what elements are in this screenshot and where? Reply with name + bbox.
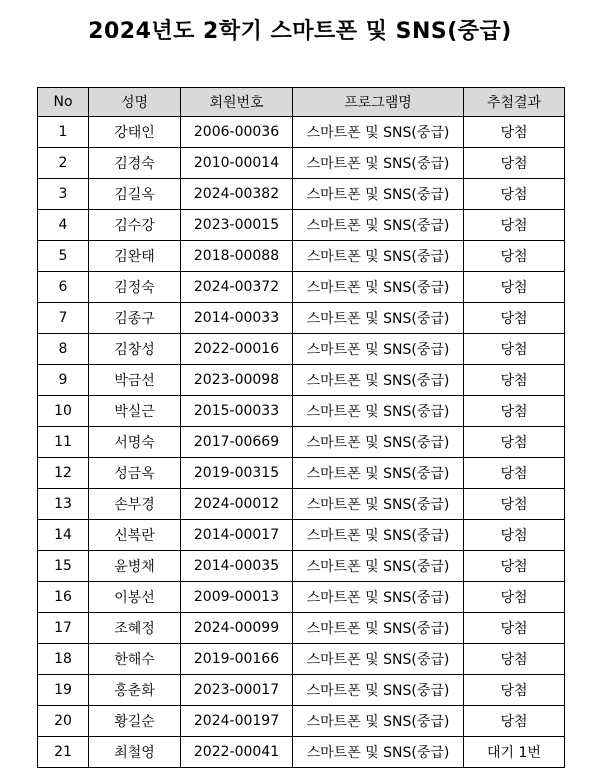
table-row	[38, 582, 565, 613]
cell-member-number: 2009-00013	[181, 582, 293, 613]
cell-member-number: 2014-00033	[181, 303, 293, 334]
cell-member-number: 2024-00099	[181, 613, 293, 644]
cell-member-number: 2018-00088	[181, 241, 293, 272]
cell-name: 윤병채	[89, 551, 181, 582]
cell-program-name: 스마트폰 및 SNS(중급)	[293, 303, 464, 334]
cell-no: 21	[38, 737, 89, 768]
cell-name: 강태인	[89, 117, 181, 148]
cell-name: 김경숙	[89, 148, 181, 179]
cell-name: 김창성	[89, 334, 181, 365]
table-header-row	[38, 88, 565, 117]
cell-name: 신복란	[89, 520, 181, 551]
table-row	[38, 737, 565, 768]
cell-program-name: 스마트폰 및 SNS(중급)	[293, 706, 464, 737]
cell-draw-result: 당첨	[464, 241, 565, 272]
table-row	[38, 458, 565, 489]
cell-member-number: 2022-00016	[181, 334, 293, 365]
table-row	[38, 303, 565, 334]
cell-draw-result: 당첨	[464, 551, 565, 582]
column-header-draw-result: 추첨결과	[464, 88, 565, 117]
column-header-no: No	[38, 88, 89, 117]
cell-draw-result: 당첨	[464, 365, 565, 396]
cell-draw-result: 당첨	[464, 489, 565, 520]
cell-name: 홍춘화	[89, 675, 181, 706]
cell-no: 2	[38, 148, 89, 179]
cell-name: 성금옥	[89, 458, 181, 489]
table-row	[38, 334, 565, 365]
cell-draw-result: 당첨	[464, 613, 565, 644]
table-body	[38, 117, 565, 768]
cell-name: 김정숙	[89, 272, 181, 303]
cell-name: 김종구	[89, 303, 181, 334]
cell-program-name: 스마트폰 및 SNS(중급)	[293, 396, 464, 427]
cell-program-name: 스마트폰 및 SNS(중급)	[293, 334, 464, 365]
cell-program-name: 스마트폰 및 SNS(중급)	[293, 148, 464, 179]
cell-no: 19	[38, 675, 89, 706]
cell-program-name: 스마트폰 및 SNS(중급)	[293, 551, 464, 582]
cell-program-name: 스마트폰 및 SNS(중급)	[293, 427, 464, 458]
cell-draw-result: 당첨	[464, 303, 565, 334]
table-row	[38, 675, 565, 706]
cell-member-number: 2010-00014	[181, 148, 293, 179]
cell-draw-result: 대기 1번	[464, 737, 565, 768]
cell-no: 3	[38, 179, 89, 210]
cell-no: 20	[38, 706, 89, 737]
cell-draw-result: 당첨	[464, 644, 565, 675]
cell-member-number: 2022-00041	[181, 737, 293, 768]
cell-no: 13	[38, 489, 89, 520]
cell-no: 18	[38, 644, 89, 675]
cell-member-number: 2014-00017	[181, 520, 293, 551]
cell-member-number: 2024-00197	[181, 706, 293, 737]
cell-no: 1	[38, 117, 89, 148]
cell-member-number: 2006-00036	[181, 117, 293, 148]
cell-name: 한해수	[89, 644, 181, 675]
cell-member-number: 2015-00033	[181, 396, 293, 427]
cell-no: 11	[38, 427, 89, 458]
cell-no: 4	[38, 210, 89, 241]
cell-name: 이봉선	[89, 582, 181, 613]
cell-no: 15	[38, 551, 89, 582]
cell-member-number: 2023-00098	[181, 365, 293, 396]
cell-program-name: 스마트폰 및 SNS(중급)	[293, 582, 464, 613]
cell-program-name: 스마트폰 및 SNS(중급)	[293, 241, 464, 272]
table-row	[38, 241, 565, 272]
cell-member-number: 2023-00015	[181, 210, 293, 241]
cell-draw-result: 당첨	[464, 334, 565, 365]
table-row	[38, 427, 565, 458]
cell-no: 9	[38, 365, 89, 396]
table-row	[38, 117, 565, 148]
table-row	[38, 396, 565, 427]
table-row	[38, 179, 565, 210]
cell-name: 조혜정	[89, 613, 181, 644]
cell-no: 17	[38, 613, 89, 644]
cell-name: 김완태	[89, 241, 181, 272]
table-row	[38, 489, 565, 520]
cell-member-number: 2014-00035	[181, 551, 293, 582]
cell-member-number: 2019-00315	[181, 458, 293, 489]
cell-program-name: 스마트폰 및 SNS(중급)	[293, 675, 464, 706]
table-row	[38, 365, 565, 396]
cell-name: 박실근	[89, 396, 181, 427]
column-header-name: 성명	[89, 88, 181, 117]
cell-program-name: 스마트폰 및 SNS(중급)	[293, 210, 464, 241]
page-title: 2024년도 2학기 스마트폰 및 SNS(중급)	[88, 19, 512, 44]
cell-name: 박금선	[89, 365, 181, 396]
table-row	[38, 706, 565, 737]
cell-draw-result: 당첨	[464, 117, 565, 148]
table-row	[38, 210, 565, 241]
cell-program-name: 스마트폰 및 SNS(중급)	[293, 272, 464, 303]
lottery-result-table	[37, 87, 565, 768]
cell-draw-result: 당첨	[464, 396, 565, 427]
table-row	[38, 520, 565, 551]
cell-no: 6	[38, 272, 89, 303]
cell-draw-result: 당첨	[464, 179, 565, 210]
cell-name: 황길순	[89, 706, 181, 737]
cell-member-number: 2023-00017	[181, 675, 293, 706]
cell-no: 16	[38, 582, 89, 613]
cell-draw-result: 당첨	[464, 520, 565, 551]
cell-member-number: 2024-00012	[181, 489, 293, 520]
table-row	[38, 613, 565, 644]
cell-program-name: 스마트폰 및 SNS(중급)	[293, 179, 464, 210]
cell-name: 손부경	[89, 489, 181, 520]
cell-name: 최철영	[89, 737, 181, 768]
cell-draw-result: 당첨	[464, 582, 565, 613]
cell-name: 김길옥	[89, 179, 181, 210]
table-row	[38, 644, 565, 675]
cell-program-name: 스마트폰 및 SNS(중급)	[293, 489, 464, 520]
cell-draw-result: 당첨	[464, 458, 565, 489]
cell-member-number: 2024-00382	[181, 179, 293, 210]
cell-program-name: 스마트폰 및 SNS(중급)	[293, 365, 464, 396]
column-header-program-name: 프로그램명	[293, 88, 464, 117]
cell-program-name: 스마트폰 및 SNS(중급)	[293, 520, 464, 551]
cell-member-number: 2024-00372	[181, 272, 293, 303]
cell-draw-result: 당첨	[464, 706, 565, 737]
cell-member-number: 2019-00166	[181, 644, 293, 675]
cell-program-name: 스마트폰 및 SNS(중급)	[293, 737, 464, 768]
table-row	[38, 551, 565, 582]
table-row	[38, 272, 565, 303]
cell-program-name: 스마트폰 및 SNS(중급)	[293, 644, 464, 675]
column-header-member-number: 회원번호	[181, 88, 293, 117]
cell-draw-result: 당첨	[464, 210, 565, 241]
cell-member-number: 2017-00669	[181, 427, 293, 458]
cell-draw-result: 당첨	[464, 272, 565, 303]
table-row	[38, 148, 565, 179]
cell-no: 8	[38, 334, 89, 365]
cell-name: 김수강	[89, 210, 181, 241]
cell-no: 14	[38, 520, 89, 551]
cell-program-name: 스마트폰 및 SNS(중급)	[293, 613, 464, 644]
cell-program-name: 스마트폰 및 SNS(중급)	[293, 117, 464, 148]
cell-name: 서명숙	[89, 427, 181, 458]
cell-program-name: 스마트폰 및 SNS(중급)	[293, 458, 464, 489]
cell-draw-result: 당첨	[464, 148, 565, 179]
cell-draw-result: 당첨	[464, 675, 565, 706]
cell-draw-result: 당첨	[464, 427, 565, 458]
cell-no: 12	[38, 458, 89, 489]
cell-no: 5	[38, 241, 89, 272]
cell-no: 10	[38, 396, 89, 427]
cell-no: 7	[38, 303, 89, 334]
